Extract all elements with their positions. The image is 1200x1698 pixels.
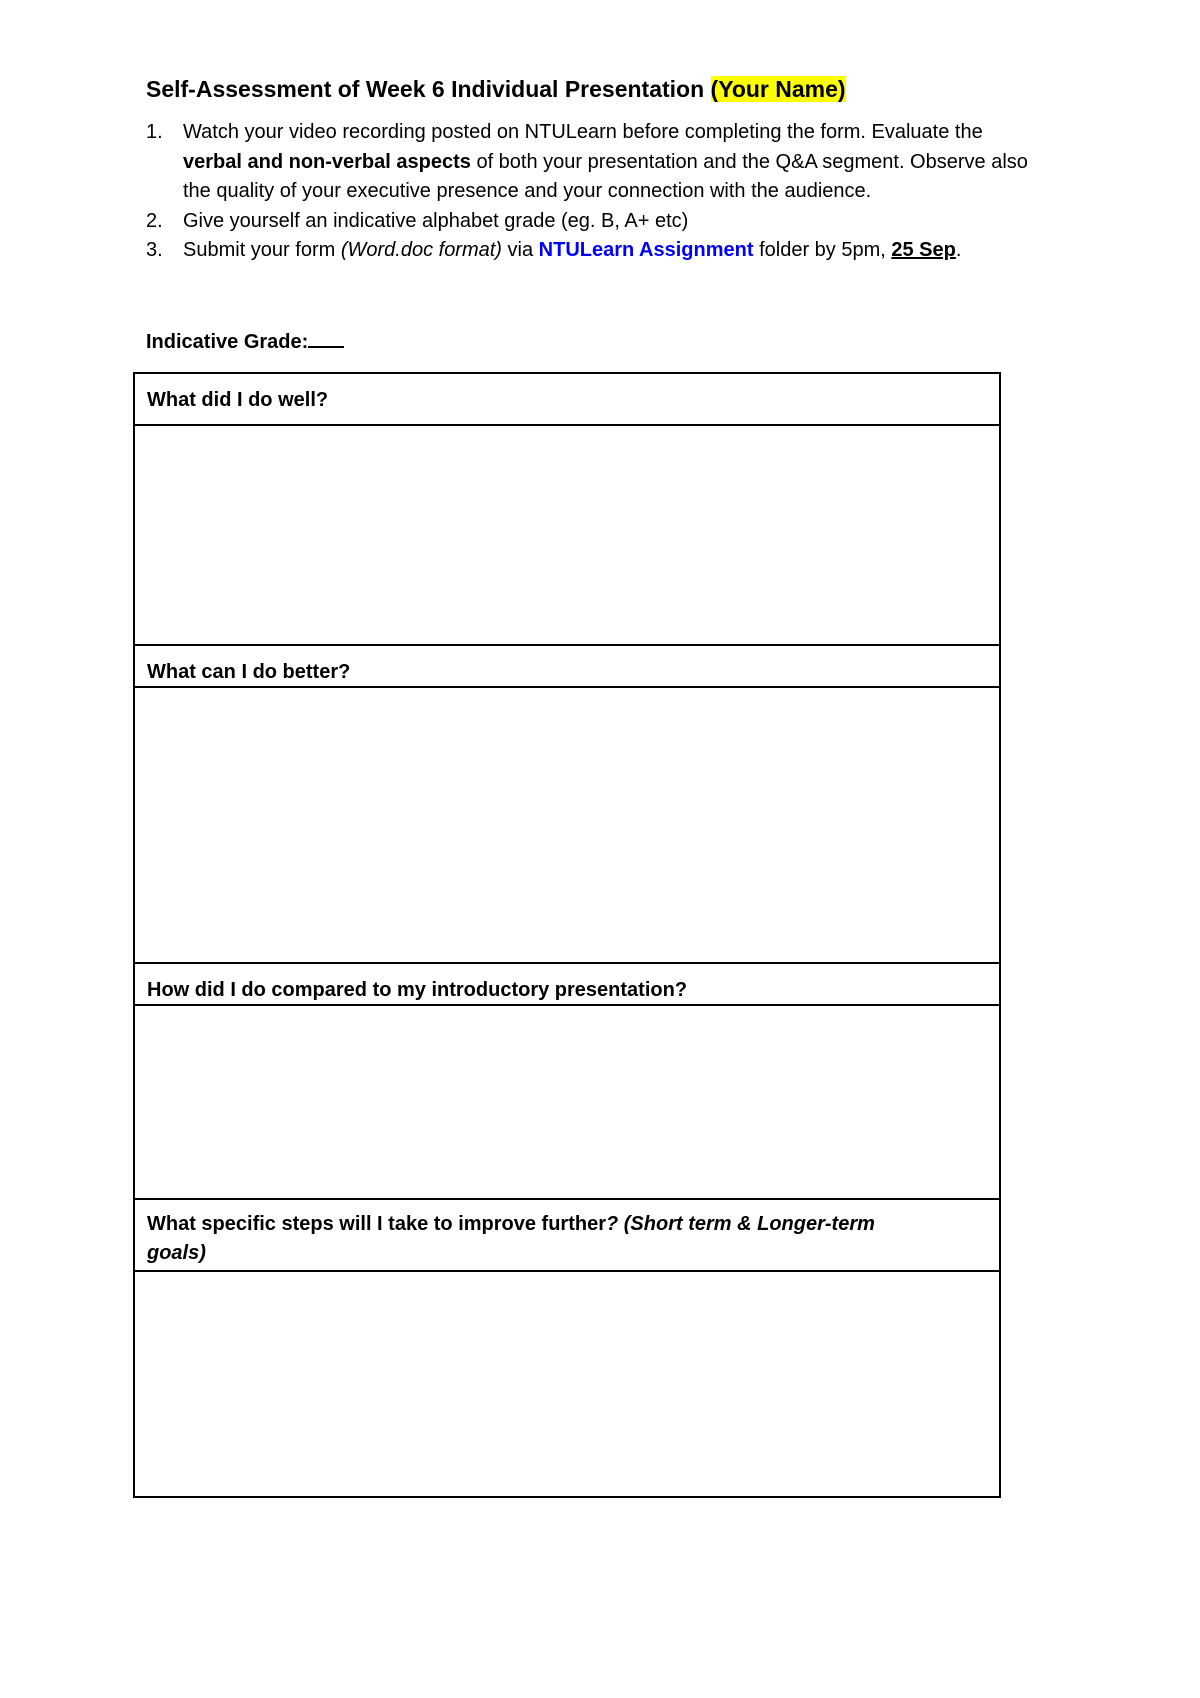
- indicative-grade-label: Indicative Grade:: [146, 331, 309, 353]
- title-name-highlight: (Your Name): [710, 76, 846, 102]
- question-label-suffix: ? (Short term & Longer-term goals): [147, 1213, 875, 1264]
- title-text: Self-Assessment of Week 6 Individual Presentation: [146, 76, 705, 102]
- answer-box[interactable]: [135, 426, 999, 646]
- instructions-list: [146, 118, 1046, 266]
- answer-box[interactable]: [135, 1006, 999, 1200]
- instruction-number: 3.: [146, 239, 163, 262]
- instruction-item: [146, 118, 1046, 207]
- instruction-text: of both your presentation and the Q&A segment. Observe also the quality of your executive presence and your connection with the audience.: [183, 150, 1028, 203]
- indicative-grade: [146, 326, 344, 357]
- question-header: [135, 1200, 999, 1272]
- due-date: 25 Sep: [891, 239, 956, 262]
- question-label: What can I do better?: [147, 661, 351, 683]
- instruction-text: via: [501, 239, 539, 262]
- question-label: How did I do compared to my introductory presentation?: [147, 979, 688, 1001]
- answer-box[interactable]: [135, 1272, 999, 1496]
- question-label: What specific steps will I take to improve further: [147, 1213, 606, 1235]
- instruction-text: folder by 5pm,: [753, 239, 892, 262]
- instruction-text: .: [955, 239, 962, 262]
- instruction-item: [146, 207, 1046, 237]
- answer-box[interactable]: [135, 688, 999, 964]
- question-label: What did I do well?: [147, 389, 329, 411]
- grade-input-line[interactable]: [308, 326, 344, 348]
- instruction-number: 1.: [146, 121, 163, 143]
- instruction-number: 2.: [146, 209, 163, 232]
- question-header: [135, 964, 999, 1006]
- self-assessment-table: [133, 372, 1001, 1498]
- instruction-format-text: (Word.doc format): [340, 239, 502, 262]
- assignment-link[interactable]: NTULearn Assignment: [538, 239, 754, 262]
- instruction-bold-text: verbal and non-verbal aspects: [183, 150, 471, 173]
- page-title: [146, 72, 846, 106]
- instruction-text: Watch your video recording posted on NTULearn before completing the form. Evaluate the: [183, 121, 983, 143]
- question-header: [135, 646, 999, 688]
- instruction-item: [146, 236, 1046, 266]
- question-header: [135, 374, 999, 426]
- instruction-text: Submit your form: [183, 239, 341, 262]
- instruction-text: Give yourself an indicative alphabet grade (eg. B, A+ etc): [183, 209, 689, 232]
